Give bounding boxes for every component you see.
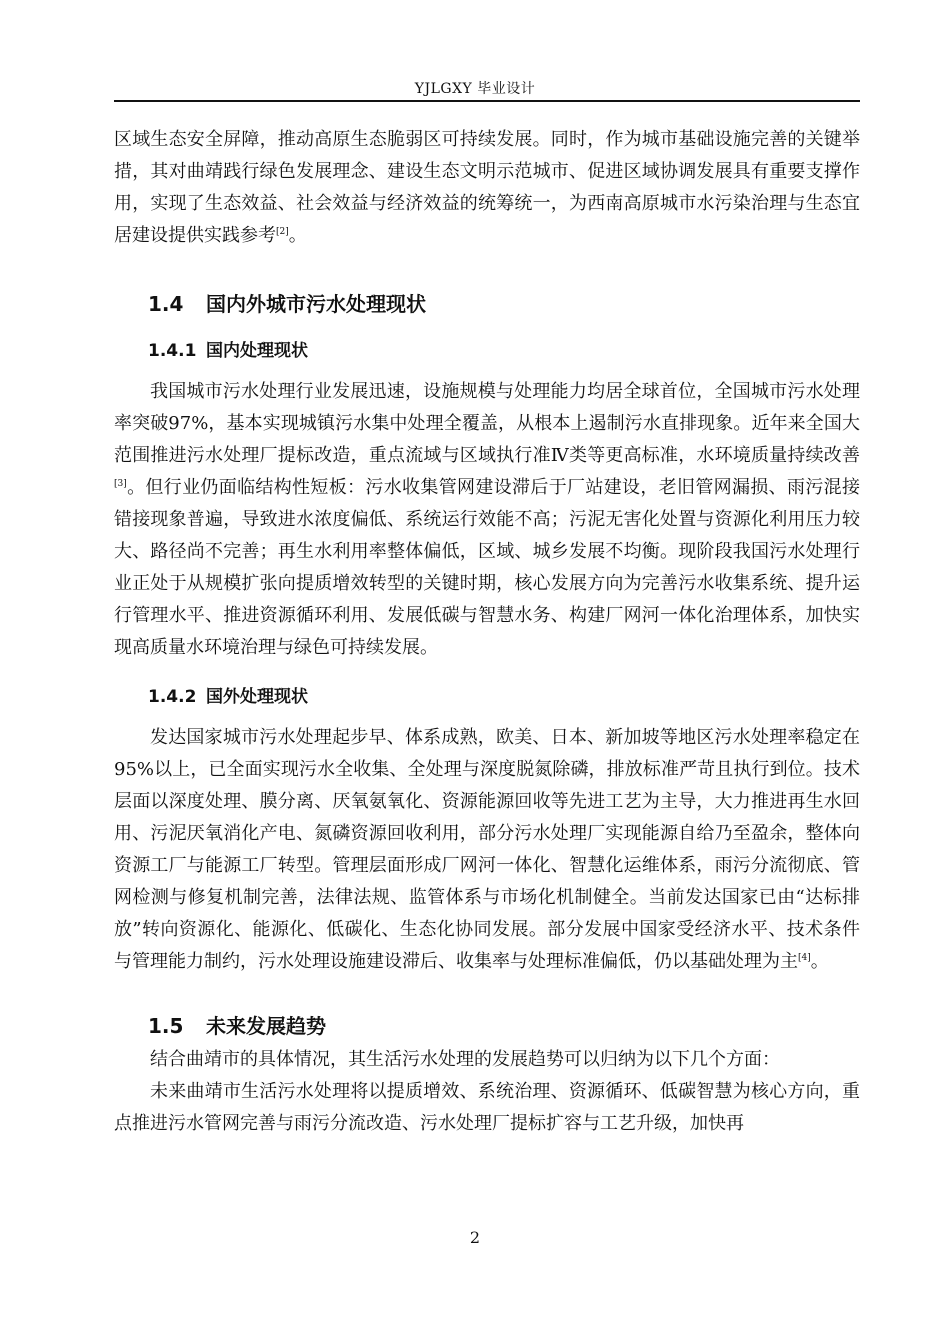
paragraph-trend-intro: 结合曲靖市的具体情况，其生活污水处理的发展趋势可以归纳为以下几个方面： (150, 1049, 780, 1070)
section-heading-1-5 (114, 1012, 860, 1040)
subsection-title: 国外处理现状 (206, 687, 308, 707)
subsection-number: 1.4.2 (148, 687, 197, 707)
citation-ref[interactable]: [3] (114, 479, 127, 489)
citation-ref[interactable]: [2] (276, 227, 289, 237)
section-number: 1.4 (148, 292, 184, 316)
citation-ref[interactable]: [4] (798, 953, 811, 963)
section-title: 国内外城市污水处理现状 (206, 292, 426, 316)
subsection-number: 1.4.1 (148, 341, 197, 361)
paragraph-tail: 。 (810, 951, 829, 972)
header-rule (114, 100, 860, 102)
document-body (114, 124, 860, 1140)
section-heading-1-4 (114, 290, 860, 318)
subsection-heading-1-4-1 (114, 338, 860, 364)
subsection-heading-1-4-2 (114, 684, 860, 710)
paragraph-intro-continued (114, 124, 860, 252)
paragraph-foreign-status (114, 722, 860, 978)
paragraph-trend-detail: 未来曲靖市生活污水处理将以提质增效、系统治理、资源循环、低碳智慧为核心方向，重点推进污水管网完善与雨污分流改造、污水处理厂提标扩容与工艺升级，加快再 (114, 1081, 860, 1134)
page-header: YJLGXY 毕业设计 (414, 81, 536, 97)
paragraph-text-continued: 。但行业仍面临结构性短板：污水收集管网建设滞后于厂站建设，老旧管网漏损、雨污混接错接现象普遍，导致进水浓度偏低、系统运行效能不高；污泥无害化处置与资源化利用压力较大、路径尚不完善；再生水利用率整体偏低，区域、城乡发展不均衡。现阶段我国污水处理行业正处于从规模扩张向提质增效转型的关键时期，核心发展方向为完善污水收集系统、提升运行管理水平、推进资源循环利用、发展低碳与智慧水务、构建厂网河一体化治理体系，加快实现高质量水环境治理与绿色可持续发展。 (114, 477, 860, 658)
section-title: 未来发展趋势 (206, 1014, 326, 1038)
subsection-title: 国内处理现状 (206, 341, 308, 361)
paragraph-text: 我国城市污水处理行业发展迅速，设施规模与处理能力均居全球首位，全国城市污水处理率突破97%，基本实现城镇污水集中处理全覆盖，从根本上遏制污水直排现象。近年来全国大范围推进污水处理厂提标改造，重点流域与区域执行准Ⅳ类等更高标准，水环境质量持续改善 (114, 381, 860, 466)
paragraph-domestic-status (114, 376, 860, 664)
paragraph-text: 区域生态安全屏障，推动高原生态脆弱区可持续发展。同时，作为城市基础设施完善的关键举措，其对曲靖践行绿色发展理念、建设生态文明示范城市、促进区域协调发展具有重要支撑作用，实现了生态效益、社会效益与经济效益的统筹统一，为西南高原城市水污染治理与生态宜居建设提供实践参考 (114, 129, 860, 246)
paragraph-text: 发达国家城市污水处理起步早、体系成熟，欧美、日本、新加坡等地区污水处理率稳定在95%以上，已全面实现污水全收集、全处理与深度脱氮除磷，排放标准严苛且执行到位。技术层面以深度处理、膜分离、厌氧氨氧化、资源能源回收等先进工艺为主导，大力推进再生水回用、污泥厌氧消化产电、氮磷资源回收利用，部分污水处理厂实现能源自给乃至盈余，整体向资源工厂与能源工厂转型。管理层面形成厂网河一体化、智慧化运维体系，雨污分流彻底、管网检测与修复机制完善，法律法规、监管体系与市场化机制健全。当前发达国家已由“达标排放”转向资源化、能源化、低碳化、生态化协同发展。部分发展中国家受经济水平、技术条件与管理能力制约，污水处理设施建设滞后、收集率与处理标准偏低，仍以基础处理为主 (114, 727, 860, 972)
section-number: 1.5 (148, 1014, 184, 1038)
page-number: 2 (469, 1228, 481, 1247)
paragraph-tail: 。 (288, 225, 307, 246)
